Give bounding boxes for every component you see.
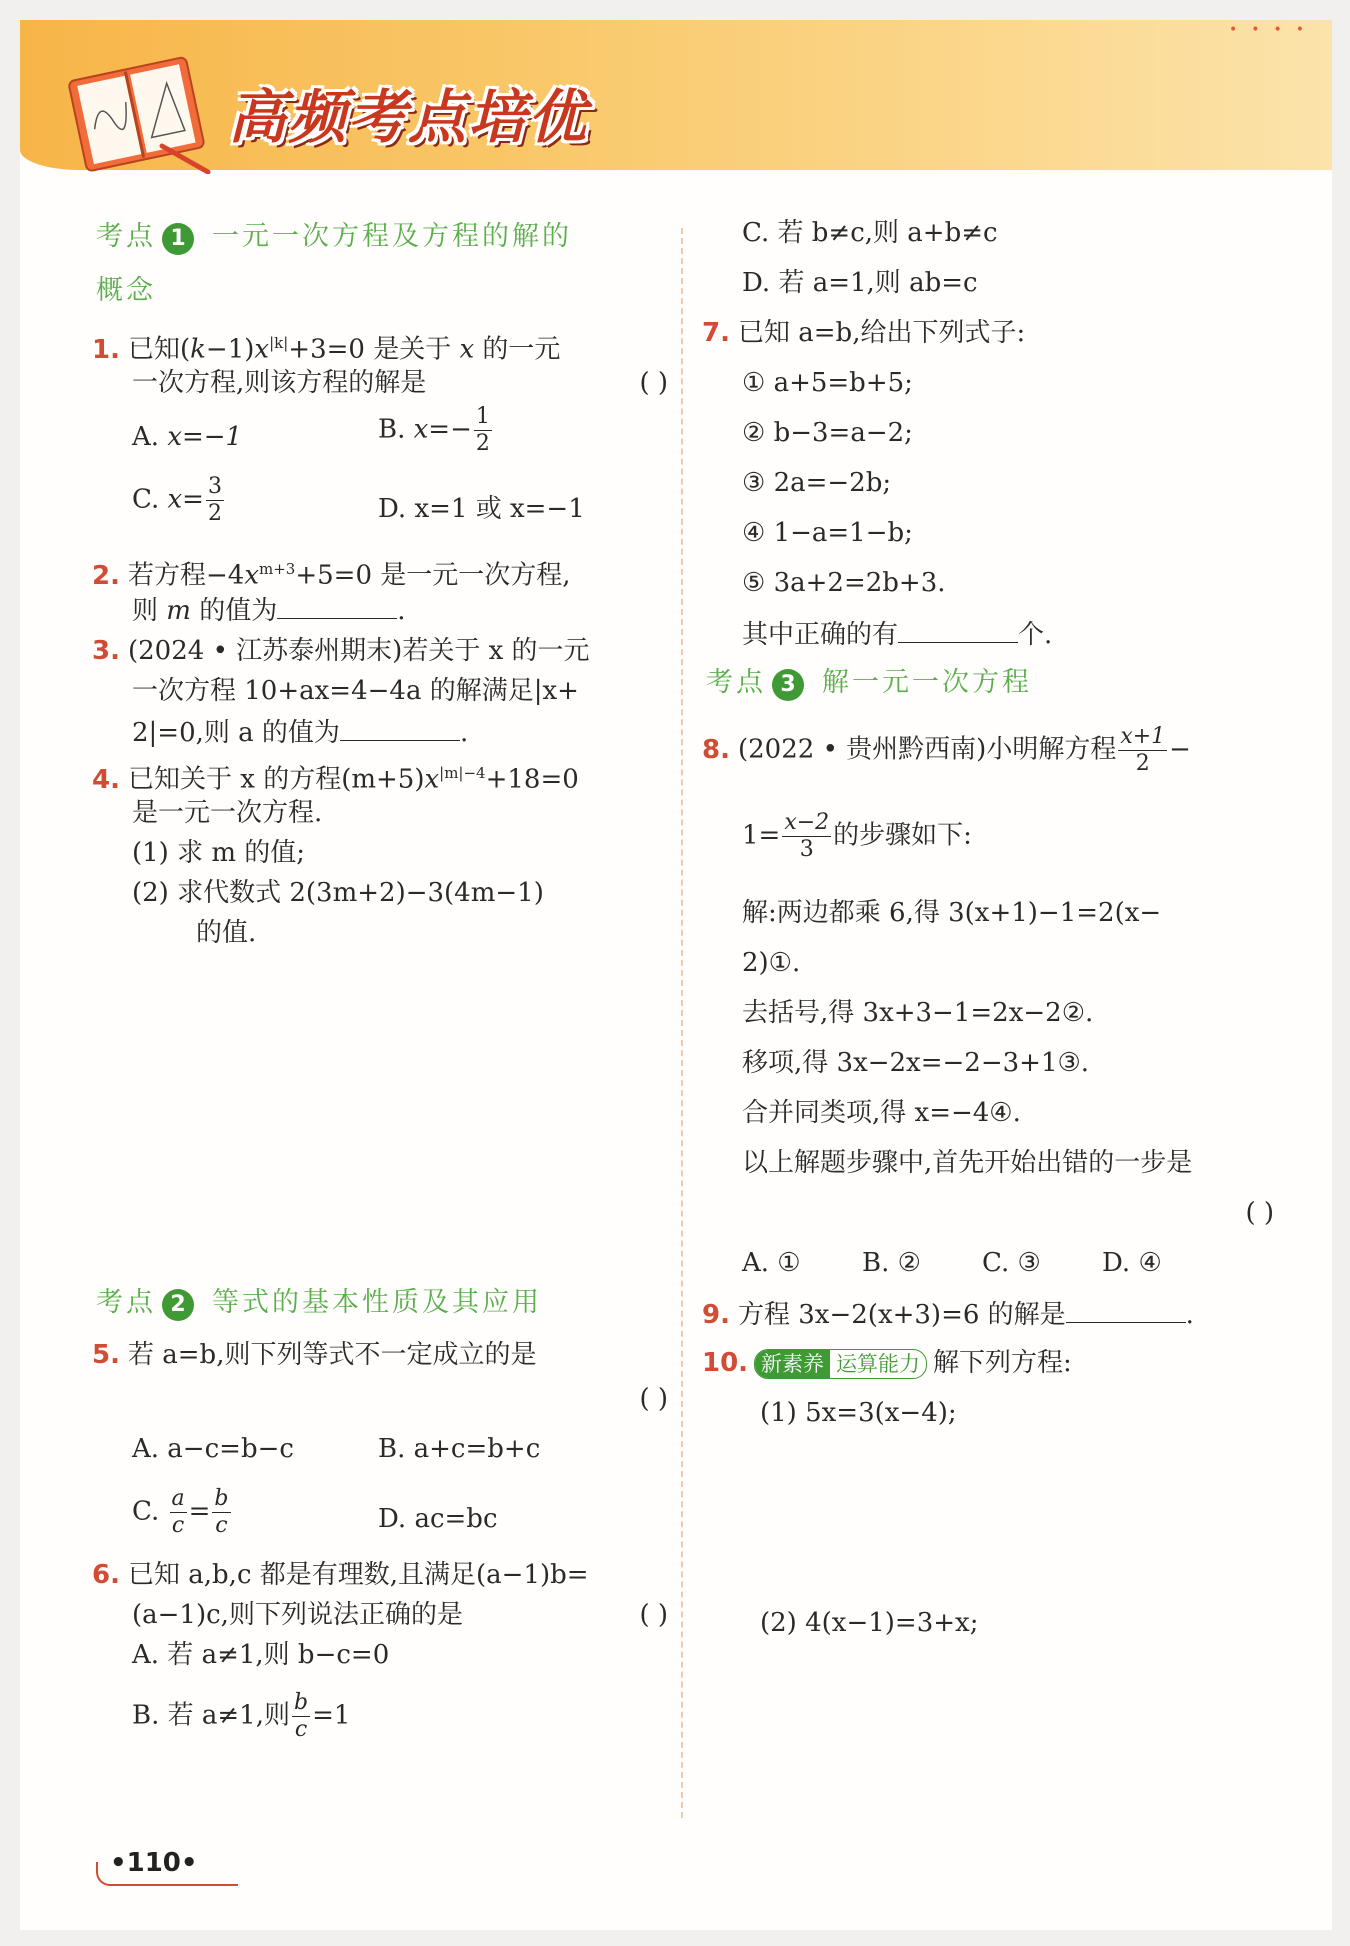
- question-10-sub1: (1) 5x=3(x−4);: [760, 1398, 957, 1428]
- question-6-option-d: D. 若 a=1,则 ab=c: [742, 268, 978, 298]
- option-text: x=−1: [167, 422, 243, 452]
- question-1-option-c: [132, 474, 226, 527]
- exponent: |k|: [269, 334, 289, 352]
- answer-bracket: ( ): [639, 1600, 668, 1630]
- answer-blank[interactable]: [1066, 1296, 1186, 1323]
- question-4-sub2-cont: 的值.: [196, 918, 257, 948]
- denominator: c: [294, 1717, 308, 1742]
- notebook-icon: [62, 50, 212, 174]
- text: k: [190, 334, 206, 365]
- question-8-line1: [702, 724, 1191, 777]
- text: (2024 • 江苏泰州期末)若关于 x 的一元: [128, 636, 590, 666]
- text: 的一元: [482, 334, 561, 365]
- numerator: 1: [475, 404, 490, 429]
- question-9: [702, 1296, 1194, 1332]
- denominator: 3: [799, 837, 814, 862]
- fraction: [212, 1486, 230, 1539]
- fraction: [1118, 724, 1167, 777]
- denominator: 2: [1135, 751, 1150, 776]
- section-label: 考点: [96, 221, 156, 252]
- question-4-line1: [92, 756, 579, 797]
- text: (2022 • 贵州黔西南)小明解方程: [738, 734, 1117, 765]
- fraction: [206, 474, 224, 527]
- text: 方程 3x−2(x+3)=6 的解是: [738, 1300, 1066, 1330]
- numerator: 3: [207, 474, 222, 499]
- question-number: 5.: [92, 1340, 120, 1370]
- text: 个.: [1018, 620, 1053, 650]
- numerator: x−2: [784, 810, 830, 835]
- question-number: 8.: [702, 734, 730, 765]
- text: −1): [205, 334, 255, 365]
- section-heading-1-cont: 概念: [96, 275, 156, 306]
- text: =: [188, 1496, 211, 1527]
- text: 2|=0,则 a 的值为: [132, 718, 340, 748]
- option-letter: D.: [378, 494, 407, 524]
- question-5-option-a: A. a−c=b−c: [132, 1434, 294, 1464]
- question-7-item-4: ④ 1−a=1−b;: [742, 518, 913, 548]
- section-heading-3: [706, 666, 1032, 701]
- question-1-line2: [132, 366, 668, 400]
- text: +3=0 是关于: [288, 334, 452, 365]
- badge-skill: 运算能力: [836, 1352, 920, 1376]
- question-1-option-b: [378, 404, 494, 457]
- text: 其中正确的有: [742, 620, 899, 650]
- option-letter: C.: [132, 1496, 160, 1527]
- question-number: 7.: [702, 318, 730, 348]
- text: 一次方程,则该方程的解是: [132, 368, 427, 398]
- text: +18=0: [485, 764, 579, 795]
- text: x: [424, 764, 440, 795]
- question-4-line2: 是一元一次方程.: [132, 798, 323, 828]
- text: 若方程−4: [128, 560, 245, 591]
- question-5-line1: [92, 1338, 536, 1372]
- option-letter: C.: [132, 484, 160, 515]
- question-number: 2.: [92, 560, 120, 591]
- text: .: [397, 596, 406, 626]
- question-number: 1.: [92, 334, 120, 365]
- question-6-option-c: C. 若 b≠c,则 a+b≠c: [742, 218, 998, 248]
- section-number-badge: 1: [162, 223, 194, 255]
- question-6-line2: [132, 1598, 668, 1632]
- text: 若 a=b,则下列等式不一定成立的是: [128, 1340, 537, 1370]
- badge-label: 新素养: [755, 1350, 830, 1378]
- question-8-option-a: A. ①: [742, 1248, 801, 1278]
- option-letter: A.: [132, 422, 160, 452]
- question-6-option-a: A. 若 a≠1,则 b−c=0: [132, 1640, 390, 1670]
- denominator: 2: [475, 431, 490, 456]
- text: 已知 a=b,给出下列式子:: [738, 318, 1026, 348]
- page-number: •110•: [110, 1848, 198, 1878]
- text: 解下列方程:: [933, 1348, 1072, 1378]
- text: 1=: [742, 820, 781, 851]
- exponent: m+3: [259, 560, 296, 578]
- question-10-line1: [702, 1346, 1072, 1380]
- question-number: 9.: [702, 1300, 730, 1330]
- text: 则: [132, 596, 159, 626]
- answer-bracket: ( ): [1245, 1198, 1274, 1228]
- text: x: [451, 334, 483, 365]
- decorative-dots: ••••: [1228, 22, 1318, 38]
- question-2-line2: [132, 592, 405, 628]
- numerator: a: [171, 1486, 185, 1511]
- section-title: 解一元一次方程: [822, 667, 1032, 698]
- header-banner: [20, 20, 1332, 170]
- numerator: x+1: [1120, 724, 1166, 749]
- section-title: 等式的基本性质及其应用: [212, 1287, 542, 1318]
- question-number: 3.: [92, 636, 120, 666]
- text: .: [1185, 1300, 1194, 1330]
- numerator: b: [214, 1486, 229, 1511]
- answer-bracket: ( ): [639, 368, 668, 398]
- denominator: 2: [207, 501, 222, 526]
- question-8-option-c: C. ③: [982, 1248, 1041, 1278]
- option-text: x=−: [413, 414, 472, 445]
- page-number-underline: [108, 1884, 238, 1886]
- question-3-line1: [92, 634, 590, 668]
- exponent: |m|−4: [439, 764, 486, 782]
- question-8-step1-cont: 2)①.: [742, 948, 801, 978]
- question-2-line1: [92, 552, 571, 593]
- question-8-step3: 移项,得 3x−2x=−2−3+1③.: [742, 1048, 1090, 1078]
- text: 的值为: [199, 596, 278, 626]
- section-heading-2: [96, 1286, 542, 1321]
- question-8-step1: 解:两边都乘 6,得 3(x+1)−1=2(x−: [742, 898, 1162, 928]
- answer-blank[interactable]: [898, 616, 1018, 643]
- question-number: 10.: [702, 1348, 749, 1378]
- question-6-option-b: [132, 1690, 350, 1743]
- option-letter: B.: [378, 414, 406, 445]
- question-8-option-b: B. ②: [862, 1248, 921, 1278]
- question-7-end: [742, 616, 1052, 652]
- question-number: 6.: [92, 1560, 120, 1590]
- section-label: 考点: [96, 1287, 156, 1318]
- question-8-option-d: D. ④: [1102, 1248, 1162, 1278]
- section-title: 一元一次方程及方程的解的: [212, 221, 572, 252]
- question-8-line2: [742, 810, 972, 863]
- text: 已知关于 x 的方程(m+5): [128, 764, 425, 795]
- text: 已知(: [128, 334, 191, 365]
- section-heading-1: [96, 220, 572, 255]
- question-8-prompt: 以上解题步骤中,首先开始出错的一步是: [742, 1148, 1193, 1178]
- fraction: [292, 1690, 310, 1743]
- text: .: [459, 718, 469, 748]
- question-7-item-1: ① a+5=b+5;: [742, 368, 913, 398]
- question-7-item-2: ② b−3=a−2;: [742, 418, 913, 448]
- answer-blank[interactable]: [340, 714, 460, 741]
- question-4-sub2: (2) 求代数式 2(3m+2)−3(4m−1): [132, 878, 544, 908]
- answer-bracket: ( ): [639, 1384, 668, 1414]
- denominator: c: [171, 1513, 185, 1538]
- question-5-option-d: D. ac=bc: [378, 1504, 498, 1534]
- text: 的步骤如下:: [833, 820, 972, 851]
- text: x: [244, 560, 259, 591]
- denominator: c: [215, 1513, 228, 1538]
- question-5-option-c: [132, 1486, 233, 1539]
- question-6-line1: [92, 1558, 589, 1592]
- question-number: 4.: [92, 764, 120, 795]
- question-7-item-5: ⑤ 3a+2=2b+3.: [742, 568, 946, 598]
- section-number-badge: 3: [772, 669, 804, 701]
- text: m: [158, 596, 200, 626]
- text: −: [1169, 734, 1191, 765]
- fraction: [474, 404, 492, 457]
- question-3-line3: [132, 714, 468, 750]
- text: (a−1)c,则下列说法正确的是: [132, 1600, 463, 1630]
- column-divider: [681, 228, 683, 1818]
- question-8-step4: 合并同类项,得 x=−4④.: [742, 1098, 1021, 1128]
- fraction: [782, 810, 831, 863]
- section-label: 考点: [706, 667, 766, 698]
- text: x: [254, 334, 270, 365]
- question-8-step2: 去括号,得 3x+3−1=2x−2②.: [742, 998, 1094, 1028]
- page-title: 高频考点培优: [228, 83, 589, 151]
- option-text: =1: [312, 1700, 351, 1731]
- section-number-badge: 2: [162, 1289, 194, 1321]
- question-1-option-d: [378, 492, 585, 526]
- answer-blank[interactable]: [277, 592, 397, 619]
- question-10-sub2: (2) 4(x−1)=3+x;: [760, 1608, 979, 1638]
- question-1-line1: [92, 326, 560, 367]
- question-4-sub1: (1) 求 m 的值;: [132, 838, 306, 868]
- text: +5=0 是一元一次方程,: [295, 560, 571, 591]
- fraction: [170, 1486, 187, 1539]
- question-7-line1: [702, 316, 1025, 350]
- numerator: b: [294, 1690, 309, 1715]
- text: 已知 a,b,c 都是有理数,且满足(a−1)b=: [128, 1560, 589, 1590]
- option-text: x=: [167, 484, 204, 515]
- option-text: B. 若 a≠1,则: [132, 1700, 290, 1731]
- option-text: x=1 或 x=−1: [414, 494, 585, 524]
- question-7-item-3: ③ 2a=−2b;: [742, 468, 892, 498]
- question-3-line2: 一次方程 10+ax=4−4a 的解满足|x+: [132, 676, 579, 706]
- skill-badge: [754, 1349, 927, 1379]
- question-5-option-b: B. a+c=b+c: [378, 1434, 541, 1464]
- question-1-option-a: [132, 420, 242, 454]
